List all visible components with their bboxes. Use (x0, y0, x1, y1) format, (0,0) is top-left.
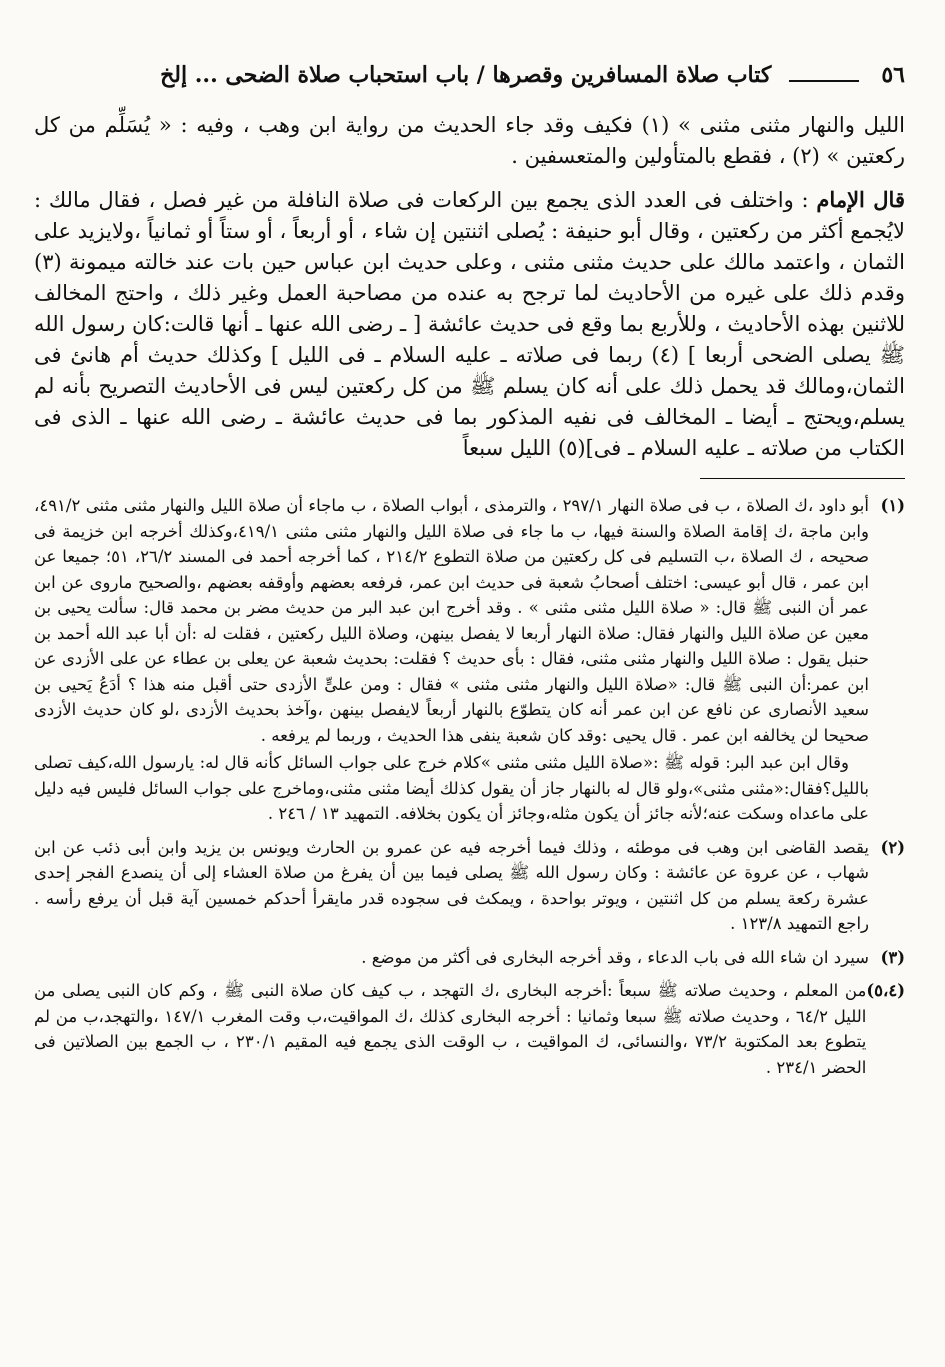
footnote-divider (700, 478, 905, 479)
footnote-paragraph: سيرد ان شاء الله فى باب الدعاء ، وقد أخرجه البخارى فى أكثر من موضع . (361, 947, 869, 967)
main-paragraph-1: الليل والنهار مثنى مثنى » (١) فكيف وقد جاء الحديث من رواية ابن وهب ، وفيه : « يُسَلِّم من كل ركعتين » (٢) ، فقطع بالمتأولين والمتعسفين . (34, 113, 905, 168)
page-header (34, 62, 905, 102)
footnote-number: (٣) (880, 947, 905, 967)
footnote-paragraph: يقصد القاضى ابن وهب فى موطئه ، وذلك فيما أخرجه فيه عن عمرو بن الحارث ويونس بن يزيد وابن أبى ذئب عن ابن شهاب ، عن عروة عن عائشة : وكان رسول الله ﷺ يصلى فيما بين أن يفرغ من صلاة العشاء إلى أن ينصدع الفجر إحدى عشرة ركعة يسلم من كل اثنتين ، ويوتر بواحدة ، ويمكث فى سجوده قدر مايقرأ أحدكم خمسين آية قبل أن يرفع رأسه . راجع التمهيد ١٢٣/٨ . (34, 837, 869, 933)
footnote-body (34, 945, 869, 971)
page-number: ٥٦ (881, 62, 905, 88)
footnote-paragraph: من المعلم ، وحديث صلاته ﷺ سبعاً :أخرجه البخارى ،ك التهجد ، ب كيف كان صلاة النبى ﷺ ، وكم كان النبى يصلى من الليل ٦٤/٢ ، وحديث صلاته ﷺ سبعا وثمانيا : أخرجه البخارى كذلك ،ك المواقيت،ب وقت المغرب ١٤٧/١ ،والتهجد،ب من لم يتطوع بعد المكتوبة ٧٣/٢ ،والنسائى، ك المواقيت ، ب الوقت الذى يجمع فيه المقيم ٢٣٠/١ ، ب الجمع بين الصلاتين فى الحضر ٢٣٤/١ . (34, 981, 867, 1077)
footnotes (34, 493, 905, 1080)
footnote-body (34, 978, 866, 1080)
footnote-number: (٥،٤) (866, 981, 905, 1000)
footnote-number: (٢) (880, 837, 905, 857)
main-text (34, 110, 905, 464)
header-rule (789, 80, 859, 82)
footnote-paragraph: أبو داود ،ك الصلاة ، ب فى صلاة النهار ٢٩٧/١ ، والترمذى ، أبواب الصلاة ، ب ماجاء أن صلاة الليل والنهار مثنى مثنى ٤٩١/٢، وابن ماجة ،ك إقامة الصلاة والسنة فيها، ب ما جاء فى صلاة الليل والنهار مثنى مثنى ٤١٩/١،وكذلك أخرجه ابن خزيمة فى صحيحه ، ك الصلاة ،ب التسليم فى كل ركعتين من صلاة التطوع ٢١٤/٢ ، كما أخرجه أحمد فى المسند ٢٦/٢، ٥١؛ جميعا عن ابن عمر ، قال أبو عيسى: اختلف أصحابُ شعبة فى حديث ابن عمر، فرفعه بعضهم وأوقفه بعضهم ،والصحيح ماروى عن ابن عمر أن النبى ﷺ قال: « صلاة الليل مثنى مثنى » . وقد أخرج ابن عبد البر من حديث مضر بن محمد قال: سألت يحيى بن معين عن صلاة الليل والنهار فقال: صلاة النهار أربعا لا يفصل بينهن، وصلاة الليل ركعتين ، فقلت له :أن أبا عبد الله أحمد بن حنبل يقول : صلاة الليل والنهار مثنى مثنى، فقال : بأى حديث ؟ فقلت: بحديث شعبة عن يعلى بن عطاء عن على الأزدى عن ابن عمر:أن النبى ﷺ قال: «صلاة الليل والنهار مثنى مثنى » فقال : ومن علىٍّ الأزدى حتى أقبل منه هذا ؟ أدَعُ يَحيى بن سعيد الأنصارى عن نافع عن ابن عمر أنه كان يتطوّع بالنهار أربعاً لايفصل بينهن ،وآخذ بحديث الأزدى ،لو كان حديث الأزدى صحيحا لن يخالفه ابن عمر . قال يحيى :وقد كان شعبة ينفى هذا الحديث ، وربما لم يرفعه . (34, 496, 869, 745)
footnote-paragraph: وقال ابن عبد البر: قوله ﷺ :«صلاة الليل مثنى مثنى »كلام خرج على جواب السائل كأنه قال له: يارسول الله،كيف تصلى بالليل؟فقال:«مثنى مثنى»،ولو قال له بالنهار جاز أن يقول كذلك أيضا مثنى مثنى،وماخرج على جواب السائل فليس فيه دليل على ماعداه وسكت عنه؛لأنه جائز أن يكون مثله،وجائز أن يكون بخلافه. التمهيد ١٣ / ٢٤٦ . (34, 753, 869, 823)
footnote-body (34, 493, 869, 827)
footnote-body (34, 835, 869, 937)
footnote-number: (١) (880, 496, 905, 515)
footnote-3 (34, 945, 905, 971)
footnote-4-5 (34, 978, 905, 1080)
footnote-1 (34, 493, 905, 827)
main-paragraph-2 (34, 184, 905, 464)
paragraph-lead: قال الإمام (816, 187, 905, 212)
paragraph-body: : واختلف فى العدد الذى يجمع بين الركعات فى صلاة النافلة من غير فصل ، فقال مالك : لايُجمع أكثر من ركعتين ، وقال أبو حنيفة : يُصلى اثنتين إن شاء ، أو أربعاً ، أو ستاً أو ثمانياً ،ولايزيد على الثمان ، واعتمد مالك على حديث مثنى مثنى ، وعلى حديث ابن عباس حين بات عند خالته ميمونة (٣) وقدم ذلك على غيره من الأحاديث لما ترجح به عنده من مصاحبة العمل وغير ذلك ، واحتج المخالف للاثنين بهذه الأحاديث ، وللأربع بما وقع فى حديث عائشة [ ـ رضى الله عنها ـ أنها قالت:كان رسول الله ﷺ يصلى الضحى أربعا ] (٤) ربما فى صلاته ـ عليه السلام ـ فى الليل ] وكذلك حديث أم هانئ فى الثمان،ومالك قد يحمل ذلك على أنه كان يسلم ﷺ من كل ركعتين ليس فى الأحاديث التصريح بأنه لم يسلم،ويحتج ـ أيضا ـ المخالف فى نفيه المذكور بما فى حديث عائشة ـ رضى الله عنها ـ الذى فى الكتاب من صلاته ـ عليه السلام ـ فى](٥) الليل سبعاً (34, 188, 905, 460)
footnote-2 (34, 835, 905, 937)
running-title: كتاب صلاة المسافرين وقصرها / باب استحباب صلاة الضحى ... إلخ (160, 62, 772, 88)
